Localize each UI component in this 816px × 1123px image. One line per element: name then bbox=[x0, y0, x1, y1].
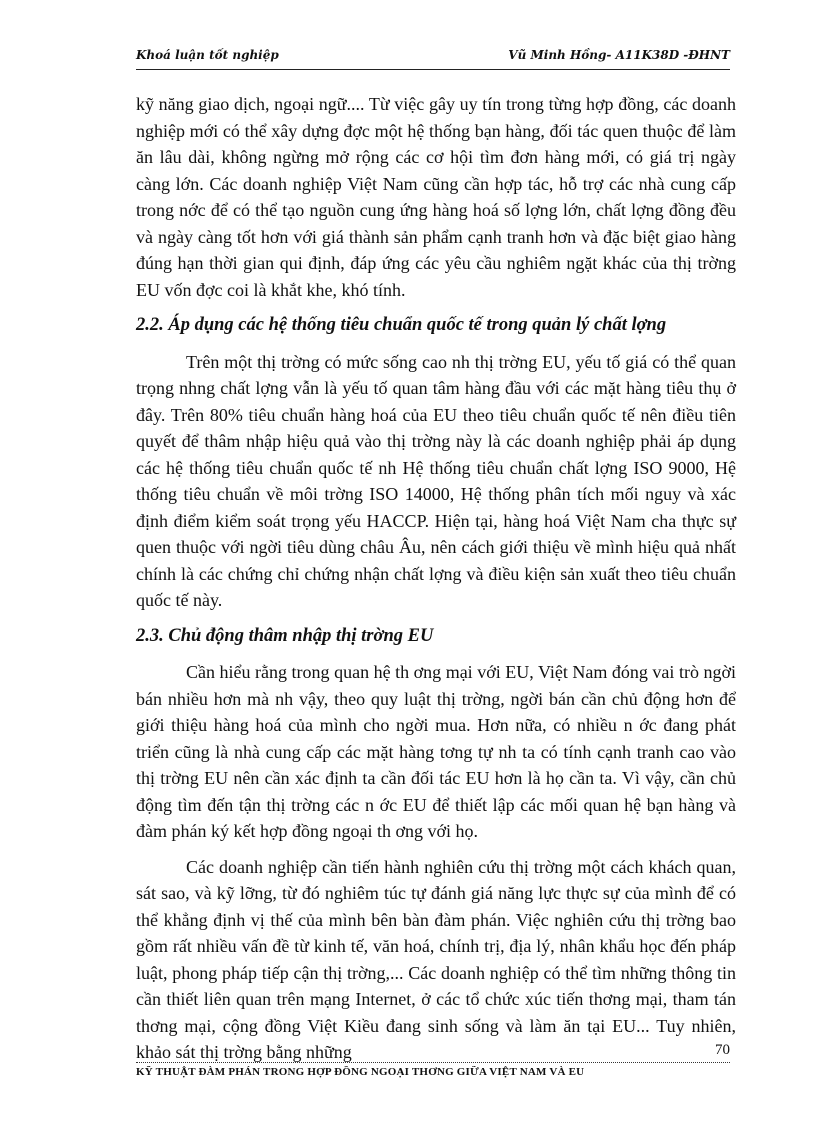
section-heading-2-3: 2.3. Chủ động thâm nhập thị trờng EU bbox=[136, 625, 434, 646]
header-thesis-label: Khoá luận tốt nghiệp bbox=[136, 48, 279, 62]
paragraph-market-entry: Cần hiểu rằng trong quan hệ th ơng mại với EU, Việt Nam đóng vai trò ngời bán nhiều hơn mà nh vậy, theo quy luật thị trờng, ngời bán cần chủ động hơn để giới thiệu hàng hoá của mình cho ngời mua. Hơn nữa, có nhiều n ớc đang phát triển cũng là nhà cung cấp các mặt hàng tơng tự nh ta có tính cạnh tranh cao vào thị trờng EU nên cần xác định ta cần đối tác EU hơn là họ cần ta. Vì vậy, cần chủ động tìm đến tận thị trờng các n ớc EU để thiết lập các mối quan hệ bạn hàng và đàm phán ký kết hợp đồng ngoại th ơng với họ. bbox=[136, 662, 736, 841]
paragraph-quality-standards: Trên một thị trờng có mức sống cao nh thị trờng EU, yếu tố giá có thể quan trọng nhng chất lợng vẫn là yếu tố quan tâm hàng đầu với các mặt hàng tiêu thụ ở đây. Trên 80% tiêu chuẩn hàng hoá của EU theo tiêu chuẩn quốc tế nên điều tiên quyết để thâm nhập hiệu quả vào thị trờng này là các doanh nghiệp phải áp dụng các hệ thống tiêu chuẩn quốc tế nh Hệ thống tiêu chuẩn chất lợng ISO 9000, Hệ thống tiêu chuẩn về môi trờng ISO 14000, Hệ thống phân tích mối nguy và xác định điểm kiểm soát trọng yếu HACCP. Hiện tại, hàng hoá Việt Nam cha thực sự quen thuộc với ngời tiêu dùng châu Âu, nên cách giới thiệu về mình hiệu quả nhất chính là các chứng chỉ chứng nhận chất lợng và điều kiện sản xuất theo tiêu chuẩn quốc tế này. bbox=[136, 351, 736, 610]
page-header bbox=[136, 46, 730, 68]
footer-divider bbox=[136, 1062, 730, 1063]
page-number: 70 bbox=[715, 1042, 730, 1058]
paragraph-continued: kỹ năng giao dịch, ngoại ngữ.... Từ việc gây uy tín trong từng hợp đồng, các doanh nghiệp mới có thể xây dựng đợc một hệ thống bạn hàng, đối tác quen thuộc để làm ăn lâu dài, không ngừng mở rộng các cơ hội tìm đơn hàng mới, có giá trị ngày càng lớn. Các doanh nghiệp Việt Nam cũng cần hợp tác, hỗ trợ các nhà cung cấp trong nớc để có thể tạo nguồn cung ứng hàng hoá số lợng lớn, chất lợng đồng đều và ngày càng tốt hơn với giá thành sản phẩm cạnh tranh hơn và đặc biệt giao hàng đúng hạn thời gian qui định, đáp ứng các yêu cầu nghiêm ngặt khác của thị trờng EU vốn đợc coi là khắt khe, khó tính. bbox=[136, 94, 736, 300]
section-heading-2-2: 2.2. Áp dụng các hệ thống tiêu chuẩn quốc tế trong quản lý chất lợng bbox=[136, 315, 667, 335]
footer-title-text: KỸ THUẬT ĐÀM PHÁN TRONG HỢP ĐỒNG NGOẠI THƠNG GIỮA VIỆT NAM VÀ EU bbox=[136, 1066, 585, 1078]
header-author: Vũ Minh Hồng- A11K38D -ĐHNT bbox=[508, 48, 730, 62]
footer-title bbox=[136, 1066, 730, 1078]
paragraph-market-research: Các doanh nghiệp cần tiến hành nghiên cứu thị trờng một cách khách quan, sát sao, và kỹ lỡng, từ đó nghiêm túc tự đánh giá năng lực thực sự của mình để có thể khẳng định vị thế của mình bên bàn đàm phán. Việc nghiên cứu thị trờng bao gồm rất nhiều vấn đề từ kinh tế, văn hoá, chính trị, địa lý, nhân khẩu học đến pháp luật, phong pháp tiếp cận thị trờng,... Các doanh nghiệp có thể tìm những thông tin cần thiết liên quan trên mạng Internet, ở các tổ chức xúc tiến thơng mại, tham tán thơng mại, cộng đồng Việt Kiều đang sinh sống và làm ăn tại EU... Tuy nhiên, khảo sát thị trờng bằng những bbox=[136, 856, 736, 1062]
page-body bbox=[136, 91, 736, 1066]
header-divider bbox=[136, 69, 730, 70]
